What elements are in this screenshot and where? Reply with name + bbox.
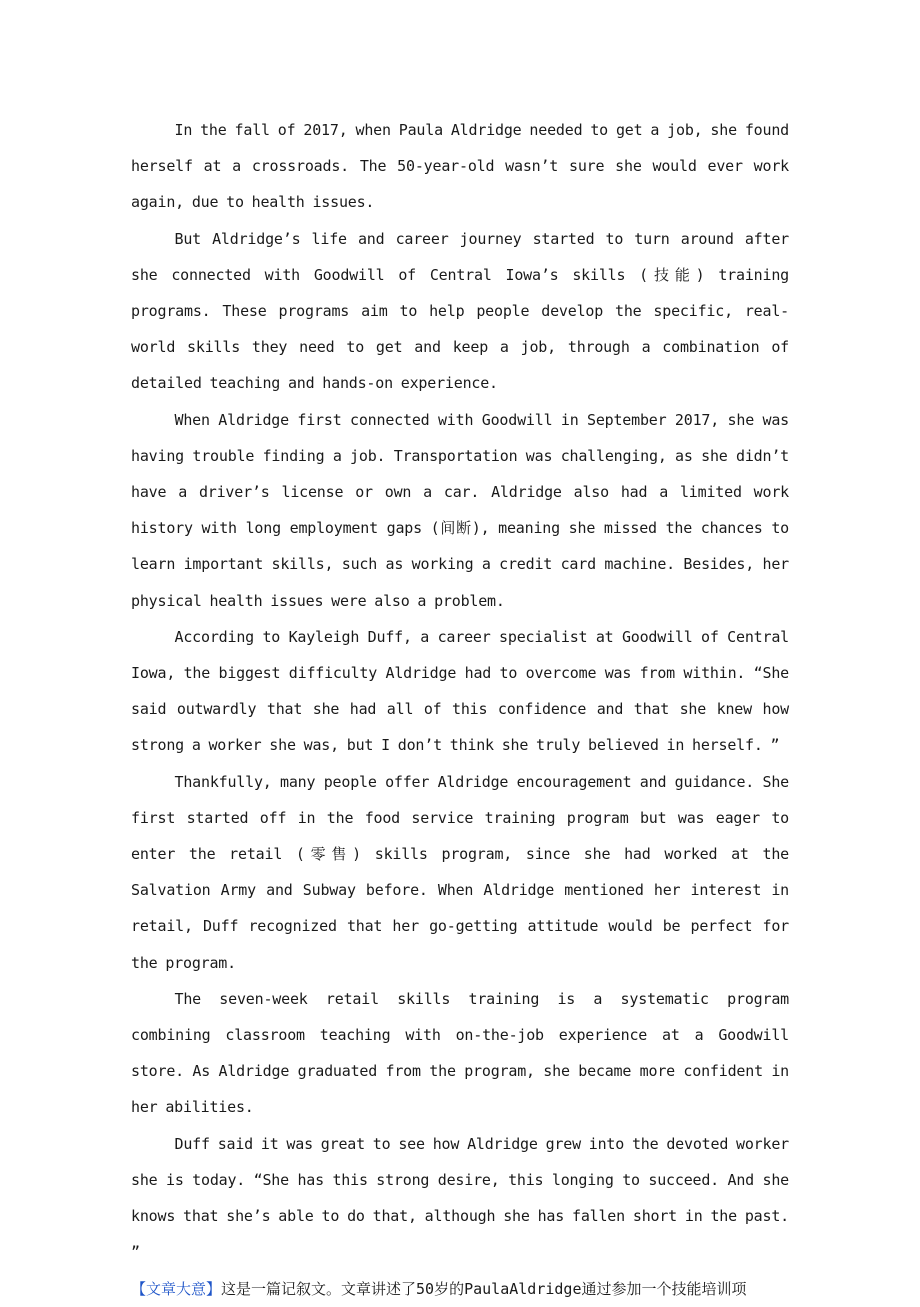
summary-label: 【文章大意】 xyxy=(131,1279,222,1298)
paragraph-4: According to Kayleigh Duff, a career specialist at Goodwill of Central Iowa, the biggest difficulty Aldridge had to overcome was from within. “She said outwardly that she had all of this confidence and that she knew how strong a worker she was, but I don’t think she truly believed in herself. ” xyxy=(131,627,789,755)
paragraph-6: The seven-week retail skills training is a systematic program combining classroom teaching with on-the-job experience at a Goodwill store. As Aldridge graduated from the program, she became more confident in her abilities. xyxy=(131,989,789,1117)
paragraph-5: Thankfully, many people offer Aldridge encouragement and guidance. She first started off in the food service training program but was eager to enter the retail (零售) skills program, since she had worked at the Salvation Army and Subway before. When Aldridge mentioned her interest in retail, Duff recognized that her go-getting attitude would be perfect for the program. xyxy=(131,772,789,972)
paragraph-3: When Aldridge first connected with Goodwill in September 2017, she was having trouble finding a job. Transportation was challenging, as she didn’t have a driver’s license or own a car. Aldridge also had a limited work history with long employment gaps (间断), meaning she missed the chances to learn important skills, such as working a credit card machine. Besides, her physical health issues were also a problem. xyxy=(131,410,789,610)
summary-text: 这是一篇记叙文。文章讲述了50岁的PaulaAldridge通过参加一个技能培训项 xyxy=(221,1279,747,1298)
paragraph-1: In the fall of 2017, when Paula Aldridge needed to get a job, she found herself at a crossroads. The 50-year-old wasn’t sure she would ever work again, due to health issues. xyxy=(131,121,789,212)
document-page xyxy=(131,112,789,1307)
summary-line xyxy=(131,1271,789,1307)
paragraph-2: But Aldridge’s life and career journey started to turn around after she connected with Goodwill of Central Iowa’s skills (技能) training programs. These programs aim to help people develop the specific, real-world skills they need to get and keep a job, through a combination of detailed teaching and hands-on experience. xyxy=(131,229,789,393)
paragraph-7: Duff said it was great to see how Aldridge grew into the devoted worker she is today. “She has this strong desire, this longing to succeed. And she knows that she’s able to do that, although she has fallen short in the past. ” xyxy=(131,1134,789,1262)
